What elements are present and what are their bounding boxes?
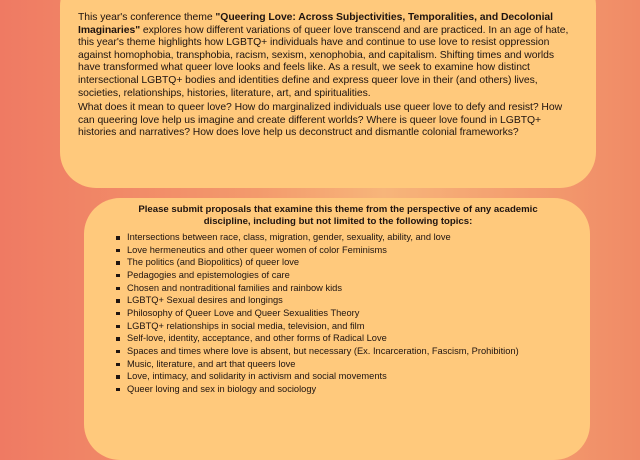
topic-item: Pedagogies and epistemologies of care xyxy=(116,269,574,282)
theme-lead: This year's conference theme xyxy=(78,12,216,23)
questions-paragraph: What does it mean to queer love? How do marginalized individuals use queer love to defy and resist? How can queering love help us imagine and create different worlds? Where is queer love found in LGBTQ+ histories and narratives? How does love help us deconstruct and dismantle colonial frameworks? xyxy=(78,102,563,139)
topics-heading-line-2: discipline, including but not limited to the following topics: xyxy=(203,216,473,227)
topic-item: Queer loving and sex in biology and sociology xyxy=(116,383,574,396)
topic-item: Spaces and times where love is absent, but necessary (Ex. Incarceration, Fascism, Prohibition) xyxy=(116,345,574,358)
topic-item: Love, intimacy, and solidarity in activism and social movements xyxy=(116,370,574,383)
theme-body: explores how different variations of queer love transcend and are practiced. In an age of hate, this year's theme highlights how LGBTQ+ individuals have and continue to use love to resist oppression against homophobia, transphobia, racism, sexism, xenophobia, and capitalism. Shifting times and worlds have transformed what queer love looks and feels like. As a result, we seek to examine how distinct intersectional LGBTQ+ bodies and identities define and express queer love in their (and others) lives, societies, relationships, histories, literature, art, and spiritualities. xyxy=(78,24,569,99)
topic-item: Chosen and nontraditional families and rainbow kids xyxy=(116,282,574,295)
topic-item: LGBTQ+ relationships in social media, television, and film xyxy=(116,320,574,333)
topic-item: Intersections between race, class, migration, gender, sexuality, ability, and love xyxy=(116,231,574,244)
theme-paragraph xyxy=(78,12,578,100)
topic-item: Music, literature, and art that queers love xyxy=(116,358,574,371)
theme-title: "Queering Love: Across Subjectivities, Temporalities, and Decolonial Imaginaries" xyxy=(78,12,554,36)
topics-heading xyxy=(102,204,574,228)
topics-card xyxy=(84,198,590,460)
topic-item: Love hermeneutics and other queer women of color Feminisms xyxy=(116,244,574,257)
topic-item: The politics (and Biopolitics) of queer love xyxy=(116,256,574,269)
intro-card xyxy=(60,0,596,188)
topic-item: LGBTQ+ Sexual desires and longings xyxy=(116,294,574,307)
topic-item: Philosophy of Queer Love and Queer Sexualities Theory xyxy=(116,307,574,320)
topic-item: Self-love, identity, acceptance, and other forms of Radical Love xyxy=(116,332,574,345)
topics-list xyxy=(102,231,574,396)
topics-heading-line-1: Please submit proposals that examine this theme from the perspective of any academic xyxy=(138,204,538,215)
